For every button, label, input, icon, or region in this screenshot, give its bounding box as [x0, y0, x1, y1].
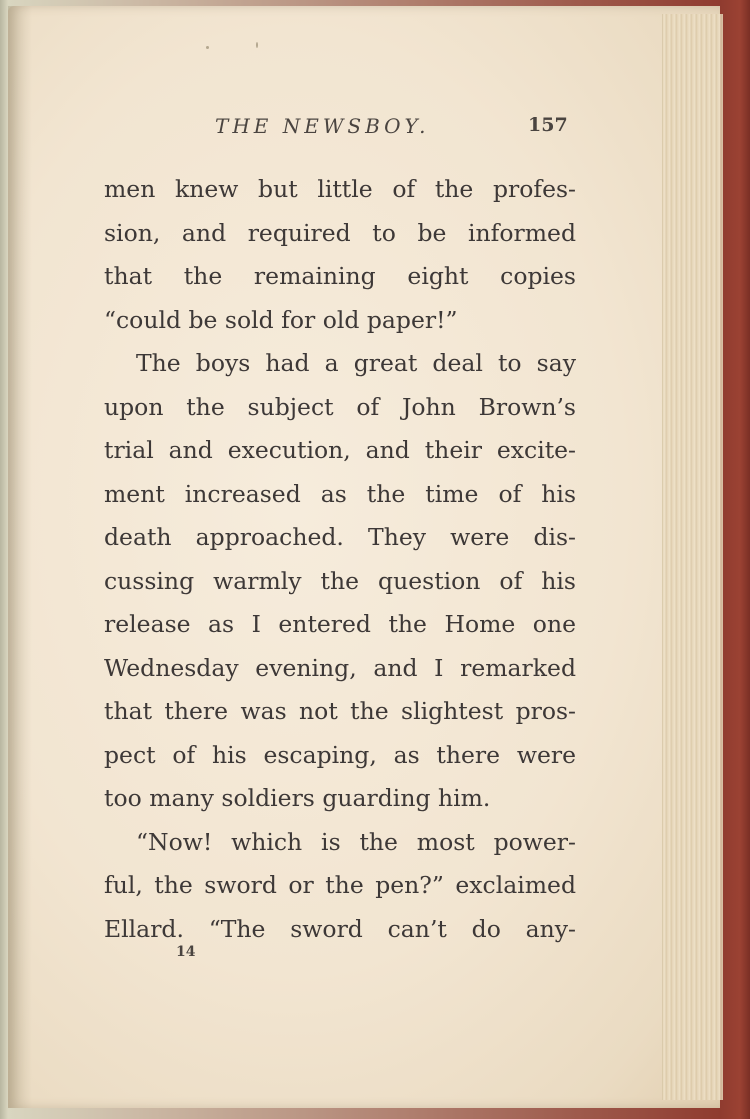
page-edges: [662, 14, 723, 1100]
page-number: 157: [528, 114, 568, 136]
text-line: too many soldiers guarding him.: [104, 784, 491, 812]
text-line: “Now! which is the most power-: [136, 827, 576, 856]
spine-shadow: [8, 6, 32, 1108]
text-line: death approached. They were dis-: [104, 523, 576, 551]
running-title: THE NEWSBOY.: [215, 114, 430, 138]
text-line: that the remaining eight copies: [104, 262, 576, 290]
text-line: The boys had a great deal to say: [136, 349, 576, 377]
text-line: Wednesday evening, and I remarked: [104, 653, 576, 682]
text-line: men knew but little of the profes-: [104, 175, 576, 203]
text-line: release as I entered the Home one: [104, 610, 576, 638]
text-line: cussing warmly the question of his: [104, 566, 576, 595]
paper-speck: [256, 42, 258, 48]
running-header: [215, 112, 575, 142]
text-line: ment increased as the time of his: [104, 479, 576, 508]
text-line: pect of his escaping, as there were: [104, 740, 576, 769]
paper-speck: [206, 46, 209, 49]
body-text: [104, 168, 576, 951]
text-line: that there was not the slightest pros-: [104, 697, 576, 725]
text-line: upon the subject of John Brown’s: [104, 392, 576, 421]
text-line: ful, the sword or the pen?” exclaimed: [104, 871, 576, 899]
signature-mark: 14: [176, 944, 196, 960]
text-line: “could be sold for old paper!”: [104, 305, 458, 334]
text-line: sion, and required to be informed: [104, 218, 576, 247]
text-line: Ellard. “The sword can’t do any-: [104, 914, 576, 943]
text-line: trial and execution, and their excite-: [104, 436, 576, 464]
